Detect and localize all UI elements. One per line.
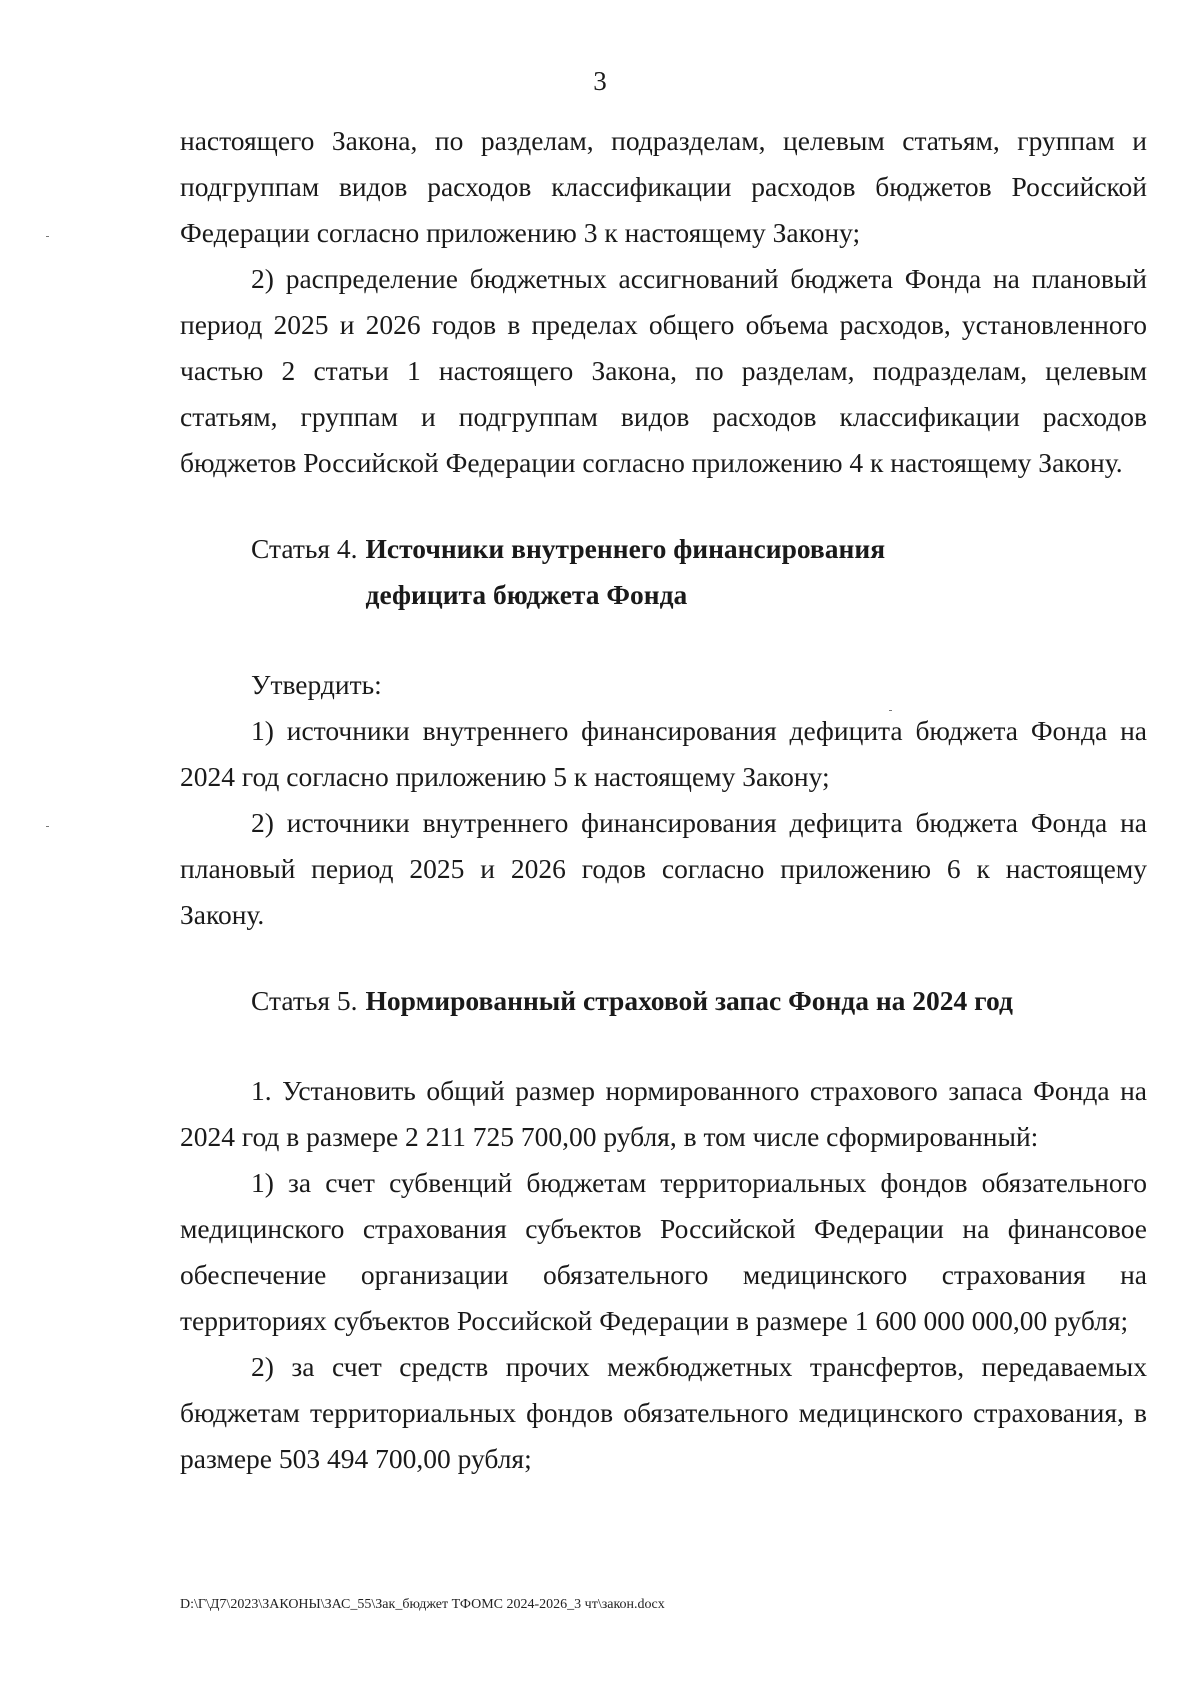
paragraph: Утвердить: xyxy=(251,669,382,700)
paragraph: 2) распределение бюджетных ассигнований бюджета Фонда на плановый период 2025 и 2026 годов в пределах общего объема расходов, установленного частью 2 статьи 1 настоящего Закона, по разделам, подразделам, целевым статьям, группам и подгруппам видов расходов классификации расходов бюджетов Российской Федерации согласно приложению 4 к настоящему Закону. xyxy=(180,263,1147,478)
paragraph: настоящего Закона, по разделам, подразделам, целевым статьям, группам и подгруппам видов расходов классификации расходов бюджетов Российской Федерации согласно приложению 3 к настоящему Закону; xyxy=(180,125,1147,248)
scan-mark xyxy=(46,236,49,237)
paragraph: 1) источники внутреннего финансирования дефицита бюджета Фонда на 2024 год согласно приложению 5 к настоящему Закону; xyxy=(180,715,1147,792)
article-5-title: Нормированный страховой запас Фонда на 2024 год xyxy=(365,985,1013,1016)
document-body xyxy=(180,118,1147,1482)
scan-mark xyxy=(46,826,49,827)
paragraph: 2) за счет средств прочих межбюджетных трансфертов, передаваемых бюджетам территориальных фондов обязательного медицинского страхования, в размере 503 494 700,00 рубля; xyxy=(180,1351,1147,1474)
page-number: 3 xyxy=(593,66,607,96)
article-4-heading xyxy=(180,526,1147,618)
paragraph: 1. Установить общий размер нормированного страхового запаса Фонда на 2024 год в размере 2 211 725 700,00 рубля, в том числе сформированный: xyxy=(180,1075,1147,1152)
article-4-title: Источники внутреннего финансирования дефицита бюджета Фонда xyxy=(365,533,886,610)
paragraph: 1) за счет субвенций бюджетам территориальных фондов обязательного медицинского страхования субъектов Российской Федерации на финансовое обеспечение организации обязательного медицинского страхования на территориях субъектов Российской Федерации в размере 1 600 000 000,00 рубля; xyxy=(180,1167,1147,1336)
article-4-prefix: Статья 4. xyxy=(251,533,358,564)
article-5-prefix: Статья 5. xyxy=(251,985,358,1016)
article-5-heading xyxy=(180,978,1147,1024)
paragraph: 2) источники внутреннего финансирования дефицита бюджета Фонда на плановый период 2025 и 2026 годов согласно приложению 6 к настоящему Закону. xyxy=(180,807,1147,930)
footer-file-path: D:\Г\Д7\2023\ЗАКОНЫ\ЗАС_55\Зак_бюджет ТФОМС 2024-2026_3 чт\закон.docx xyxy=(180,1597,665,1612)
